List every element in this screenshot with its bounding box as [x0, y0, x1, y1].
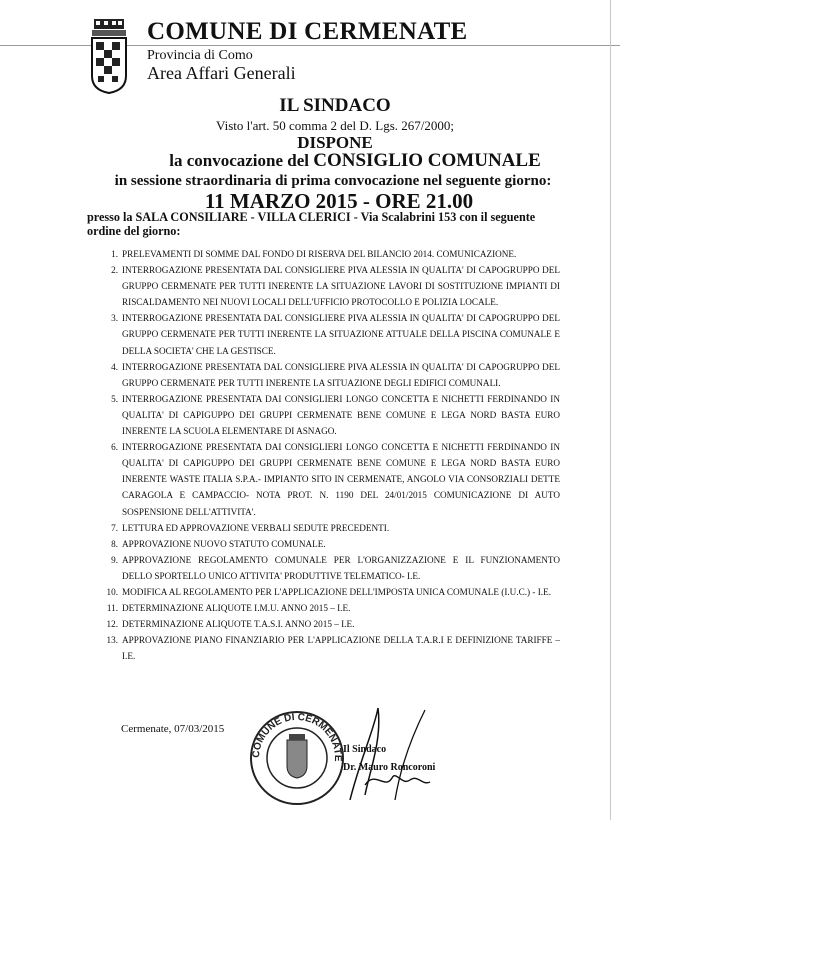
agenda-item-text: DETERMINAZIONE ALIQUOTE T.A.S.I. ANNO 2015 – I.E. — [122, 619, 355, 630]
agenda-item-number: 13. — [106, 635, 118, 646]
agenda-item — [100, 632, 560, 664]
agenda-item — [100, 600, 560, 616]
agenda-item — [100, 616, 560, 632]
agenda-item-text: INTERROGAZIONE PRESENTATA DAL CONSIGLIERE PIVA ALESSIA IN QUALITA' DI CAPOGRUPPO DEL GRUPPO CERMENATE PER TUTTI INERENTE LA SITUAZIONE LAVORI DI SOSTITUZIONE IMPIANTI DI RISCALDAMENTO NEI NUOVI LOCALI DELL'UFFICIO PROTOCOLLO E POLIZIA LOCALE. — [122, 265, 560, 308]
legal-reference: Visto l'art. 50 comma 2 del D. Lgs. 267/2000; — [215, 118, 455, 133]
agenda-item — [100, 391, 560, 439]
signer-block — [343, 741, 435, 777]
agenda-item-number: 1. — [111, 249, 118, 259]
agenda-item-number: 6. — [111, 442, 118, 453]
municipality-title: COMUNE DI CERMENATE — [147, 18, 468, 45]
agenda-item-text: DETERMINAZIONE ALIQUOTE I.M.U. ANNO 2015 – I.E. — [122, 603, 351, 614]
department-line: Area Affari Generali — [147, 63, 296, 83]
agenda-item-text: INTERROGAZIONE PRESENTATA DAL CONSIGLIERE PIVA ALESSIA IN QUALITA' DI CAPOGRUPPO DEL GRUPPO CERMENATE PER TUTTI INERENTE LA SITUAZIONE DEGLI EDIFICI COMUNALI. — [122, 361, 560, 388]
convocation-line — [80, 150, 630, 172]
agenda-item — [100, 310, 560, 358]
agenda-item-number: 11. — [106, 603, 118, 614]
agenda-item — [100, 536, 560, 552]
agenda-item-number: 12. — [106, 619, 118, 630]
place-date: Cermenate, 07/03/2015 — [121, 723, 225, 735]
signer-name: Dr. Mauro Roncoroni — [343, 762, 436, 773]
seal-text: COMUNE DI CERMENATE — [250, 711, 344, 762]
convocation-prefix: la convocazione del — [169, 151, 314, 170]
session-line: in sessione straordinaria di prima convocazione nel seguente giorno: — [114, 173, 552, 189]
agenda-item-text: LETTURA ED APPROVAZIONE VERBALI SEDUTE PRECEDENTI. — [122, 522, 390, 533]
agenda-item — [100, 520, 560, 536]
agenda-item — [100, 552, 560, 584]
mayor-heading: IL SINDACO — [279, 95, 391, 116]
agenda-item-text: APPROVAZIONE REGOLAMENTO COMUNALE PER L'ORGANIZZAZIONE E IL FUNZIONAMENTO DELLO SPORTELLO UNICO ATTIVITA' PRODUTTIVE TELEMATICO- I.E. — [122, 554, 560, 581]
agenda-item-number: 2. — [111, 265, 118, 276]
agenda-item — [100, 439, 560, 519]
agenda-item-number: 7. — [111, 522, 118, 533]
crest-icon — [90, 18, 128, 94]
agenda-item-number: 10. — [106, 586, 118, 597]
council-name: CONSIGLIO COMUNALE — [313, 150, 541, 171]
agenda-item-text: INTERROGAZIONE PRESENTATA DAI CONSIGLIERI LONGO CONCETTA E NICHETTI FERDINANDO IN QUALITA' DI CAPIGUPPO DEI GRUPPI CERMENATE BENE COMUNE E LEGA NORD BASTA EURO INERENTE LA SCUOLA ELEMENTARE DI ASNAGO. — [122, 393, 560, 437]
agenda-item-number: 5. — [111, 393, 118, 404]
agenda-item-text: INTERROGAZIONE PRESENTATA DAL CONSIGLIERE PIVA ALESSIA IN QUALITA' DI CAPOGRUPPO DEL GRUPPO CERMENATE PER TUTTI INERENTE LA SITUAZIONE ATTUALE DELLA PISCINA COMUNALE E DELLA SOCIETA' CHE LA GESTISCE. — [122, 313, 560, 356]
agenda-item-number: 8. — [111, 538, 118, 549]
agenda-item-text: MODIFICA AL REGOLAMENTO PER L'APPLICAZIONE DELL'IMPOSTA UNICA COMUNALE (I.U.C.) - I.E. — [122, 586, 552, 597]
agenda-list — [100, 246, 560, 664]
agenda-item-text: APPROVAZIONE NUOVO STATUTO COMUNALE. — [122, 538, 326, 549]
province-line: Provincia di Como — [147, 48, 253, 63]
agenda-item-text: PRELEVAMENTI DI SOMME DAL FONDO DI RISERVA DEL BILANCIO 2014. COMUNICAZIONE. — [122, 249, 517, 259]
agenda-item — [100, 359, 560, 391]
agenda-item-number: 4. — [111, 361, 118, 372]
agenda-item-number: 9. — [111, 554, 118, 565]
meeting-date: 11 MARZO 2015 - ORE 21.00 — [204, 189, 474, 213]
agenda-item — [100, 584, 560, 600]
dispone-heading: DISPONE — [297, 133, 373, 152]
agenda-item-text: INTERROGAZIONE PRESENTATA DAI CONSIGLIERI LONGO CONCETTA E NICHETTI FERDINANDO IN QUALITA' DI CAPIGUPPO DEI GRUPPI CERMENATE BENE COMUNE E LEGA NORD BASTA EURO INERENTE WASTE ITALIA S.P.A.- IMPIANTO SITO IN CERMENATE, ANGOLO VIA CONSORZIALI DETTE CARAGOLA E CAMPACCIO- NOTA PROT. N. 1190 DEL 24/01/2015 COMUNICAZIONE DI AUTO SOSPENSIONE DELL'ATTIVITA'. — [122, 442, 560, 517]
scan-edge-line — [610, 0, 611, 820]
agenda-item-number: 3. — [111, 313, 118, 324]
venue-paragraph: presso la SALA CONSILIARE - VILLA CLERICI - Via Scalabrini 153 con il seguente ordine del giorno: — [87, 210, 536, 238]
signer-role: Il Sindaco — [343, 744, 387, 755]
agenda-item — [100, 246, 560, 262]
agenda-item-text: APPROVAZIONE PIANO FINANZIARIO PER L'APPLICAZIONE DELLA T.A.R.I E DEFINIZIONE TARIFFE – I.E. — [122, 635, 560, 662]
agenda-item — [100, 262, 560, 310]
